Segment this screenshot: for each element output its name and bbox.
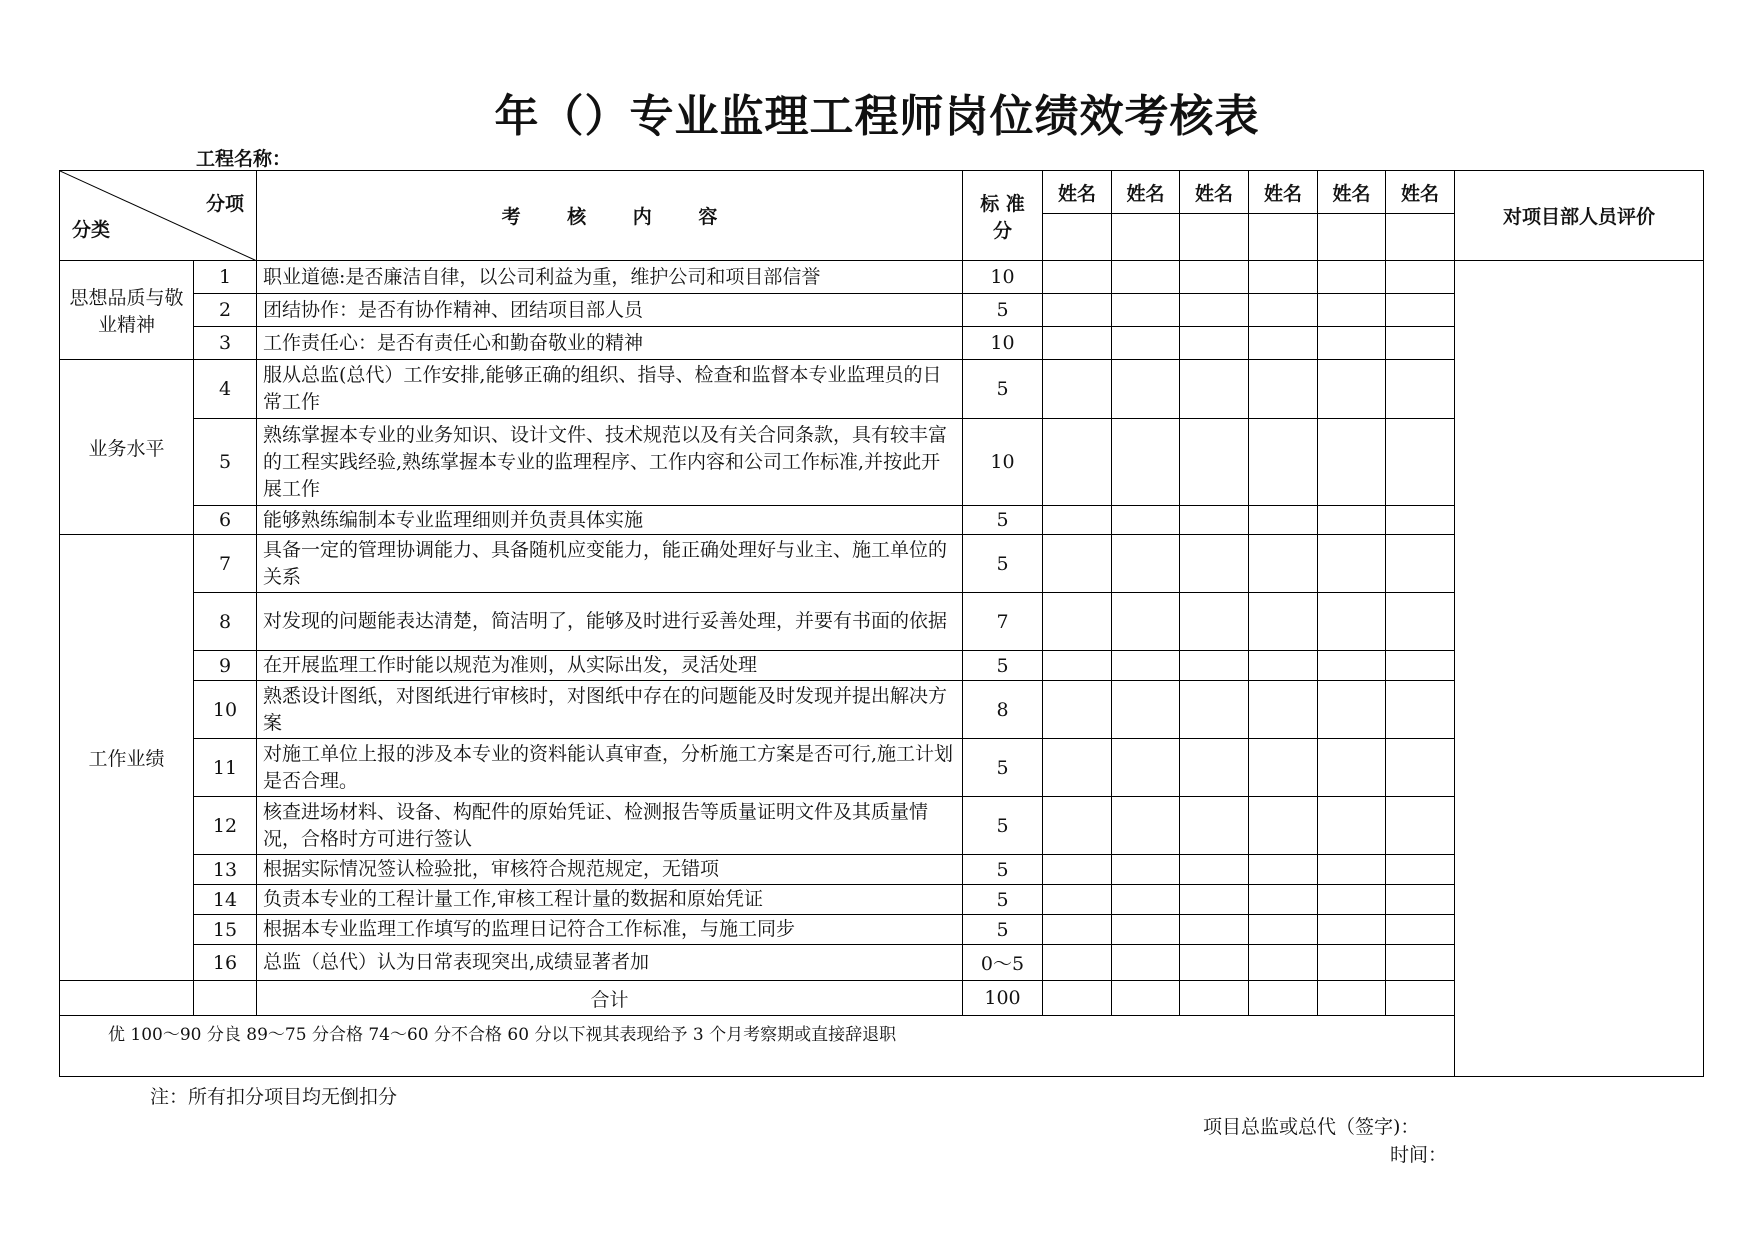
score-cell[interactable]: [1043, 593, 1112, 651]
score-cell[interactable]: [1112, 739, 1180, 797]
row-content: 工作责任心：是否有责任心和勤奋敬业的精神: [257, 327, 963, 360]
total-cell[interactable]: [1386, 981, 1455, 1016]
score-cell[interactable]: [1318, 261, 1386, 294]
score-cell[interactable]: [1043, 419, 1112, 506]
content-header: 考 核 内 容: [257, 171, 963, 261]
category-cell: 业务水平: [60, 360, 194, 535]
row-score: 5: [963, 651, 1043, 681]
score-cell[interactable]: [1249, 419, 1318, 506]
score-cell[interactable]: [1318, 294, 1386, 327]
row-number: 13: [194, 855, 257, 885]
total-cell[interactable]: [1112, 981, 1180, 1016]
score-cell[interactable]: [1386, 593, 1455, 651]
row-content: 负责本专业的工程计量工作,审核工程计量的数据和原始凭证: [257, 885, 963, 915]
row-number: 5: [194, 419, 257, 506]
evaluation-cell[interactable]: [1455, 261, 1704, 1077]
score-cell[interactable]: [1180, 261, 1249, 294]
score-cell[interactable]: [1386, 506, 1455, 535]
total-cell[interactable]: [1318, 981, 1386, 1016]
row-content: 对施工单位上报的涉及本专业的资料能认真审查，分析施工方案是否可行,施工计划是否合理。: [257, 739, 963, 797]
score-cell[interactable]: [1318, 506, 1386, 535]
row-score: 7: [963, 593, 1043, 651]
name-header: 姓名: [1043, 171, 1112, 214]
score-cell[interactable]: [1112, 915, 1180, 945]
score-cell[interactable]: [1112, 651, 1180, 681]
score-cell[interactable]: [1318, 681, 1386, 739]
row-number: 4: [194, 360, 257, 419]
score-cell[interactable]: [1386, 294, 1455, 327]
row-content: 总监（总代）认为日常表现突出,成绩显著者加: [257, 945, 963, 981]
total-score: 100: [963, 981, 1043, 1016]
name-input-cell[interactable]: [1180, 214, 1249, 261]
score-cell[interactable]: [1043, 651, 1112, 681]
score-cell[interactable]: [1180, 797, 1249, 855]
score-cell[interactable]: [1249, 535, 1318, 593]
score-cell[interactable]: [1386, 739, 1455, 797]
page-title: 年（）专业监理工程师岗位绩效考核表: [494, 91, 1260, 142]
row-content: 核查进场材料、设备、构配件的原始凭证、检测报告等质量证明文件及其质量情况，合格时方可进行签认: [257, 797, 963, 855]
row-number: 15: [194, 915, 257, 945]
row-number: 14: [194, 885, 257, 915]
score-cell[interactable]: [1386, 261, 1455, 294]
score-cell[interactable]: [1112, 885, 1180, 915]
row-content: 根据实际情况签认检验批，审核符合规范规定，无错项: [257, 855, 963, 885]
empty-cell: [60, 981, 194, 1016]
score-cell[interactable]: [1386, 651, 1455, 681]
name-header: 姓名: [1318, 171, 1386, 214]
row-content: 团结协作：是否有协作精神、团结项目部人员: [257, 294, 963, 327]
row-number: 16: [194, 945, 257, 981]
score-cell[interactable]: [1112, 855, 1180, 885]
score-cell[interactable]: [1180, 855, 1249, 885]
name-header: 姓名: [1386, 171, 1455, 214]
row-content: 具备一定的管理协调能力、具备随机应变能力，能正确处理好与业主、施工单位的关系: [257, 535, 963, 593]
score-cell[interactable]: [1318, 915, 1386, 945]
score-cell[interactable]: [1180, 327, 1249, 360]
category-cell: 思想品质与敬业精神: [60, 261, 194, 360]
deduction-note: 注：所有扣分项目均无倒扣分: [150, 1086, 398, 1108]
score-cell[interactable]: [1043, 681, 1112, 739]
score-cell[interactable]: [1112, 506, 1180, 535]
score-cell[interactable]: [1386, 419, 1455, 506]
name-header: 姓名: [1180, 171, 1249, 214]
score-cell[interactable]: [1180, 360, 1249, 419]
row-content: 熟练掌握本专业的业务知识、设计文件、技术规范以及有关合同条款，具有较丰富的工程实践经验,熟练掌握本专业的监理程序、工作内容和公司工作标准,并按此开展工作: [257, 419, 963, 506]
score-cell[interactable]: [1249, 885, 1318, 915]
score-cell[interactable]: [1318, 593, 1386, 651]
score-cell[interactable]: [1043, 294, 1112, 327]
score-cell[interactable]: [1249, 327, 1318, 360]
row-score: 5: [963, 360, 1043, 419]
row-number: 3: [194, 327, 257, 360]
score-cell[interactable]: [1112, 327, 1180, 360]
score-cell[interactable]: [1180, 419, 1249, 506]
row-content: 熟悉设计图纸，对图纸进行审核时，对图纸中存在的问题能及时发现并提出解决方案: [257, 681, 963, 739]
score-cell[interactable]: [1180, 506, 1249, 535]
score-cell[interactable]: [1180, 945, 1249, 981]
evaluation-header: 对项目部人员评价: [1455, 171, 1704, 261]
score-cell[interactable]: [1180, 885, 1249, 915]
row-number: 10: [194, 681, 257, 739]
score-cell[interactable]: [1043, 797, 1112, 855]
row-score: 0～5: [963, 945, 1043, 981]
row-number: 7: [194, 535, 257, 593]
row-score: 5: [963, 915, 1043, 945]
score-cell[interactable]: [1386, 360, 1455, 419]
score-cell[interactable]: [1112, 945, 1180, 981]
score-cell[interactable]: [1112, 294, 1180, 327]
standard-score-header: 标 准 分: [963, 171, 1043, 261]
row-number: 2: [194, 294, 257, 327]
row-score: 10: [963, 261, 1043, 294]
score-cell[interactable]: [1318, 419, 1386, 506]
score-cell[interactable]: [1318, 651, 1386, 681]
score-cell[interactable]: [1180, 681, 1249, 739]
row-score: 5: [963, 855, 1043, 885]
header-row: [60, 171, 1704, 214]
row-score: 10: [963, 327, 1043, 360]
score-cell[interactable]: [1249, 945, 1318, 981]
total-label: 合计: [257, 981, 963, 1016]
score-cell[interactable]: [1386, 855, 1455, 885]
score-cell[interactable]: [1249, 261, 1318, 294]
score-cell[interactable]: [1318, 885, 1386, 915]
score-cell[interactable]: [1249, 360, 1318, 419]
score-cell[interactable]: [1386, 797, 1455, 855]
row-score: 5: [963, 506, 1043, 535]
score-cell[interactable]: [1043, 739, 1112, 797]
row-content: 对发现的问题能表达清楚，简洁明了，能够及时进行妥善处理，并要有书面的依据: [257, 593, 963, 651]
score-cell[interactable]: [1249, 681, 1318, 739]
row-content: 根据本专业监理工作填写的监理日记符合工作标准，与施工同步: [257, 915, 963, 945]
score-cell[interactable]: [1318, 535, 1386, 593]
row-number: 9: [194, 651, 257, 681]
score-cell[interactable]: [1386, 535, 1455, 593]
score-cell[interactable]: [1043, 535, 1112, 593]
name-input-cell[interactable]: [1043, 214, 1112, 261]
row-content: 能够熟练编制本专业监理细则并负责具体实施: [257, 506, 963, 535]
score-cell[interactable]: [1318, 945, 1386, 981]
item-header: 分项: [205, 193, 244, 215]
score-cell[interactable]: [1386, 915, 1455, 945]
row-number: 12: [194, 797, 257, 855]
score-cell[interactable]: [1043, 915, 1112, 945]
score-cell[interactable]: [1112, 360, 1180, 419]
score-cell[interactable]: [1318, 855, 1386, 885]
score-cell[interactable]: [1249, 593, 1318, 651]
score-cell[interactable]: [1180, 535, 1249, 593]
score-cell[interactable]: [1249, 651, 1318, 681]
score-cell[interactable]: [1043, 261, 1112, 294]
score-cell[interactable]: [1043, 360, 1112, 419]
score-cell[interactable]: [1043, 506, 1112, 535]
score-cell[interactable]: [1043, 327, 1112, 360]
diagonal-header-cell: [60, 171, 257, 261]
row-score: 10: [963, 419, 1043, 506]
row-number: 1: [194, 261, 257, 294]
row-content: 在开展监理工作时能以规范为准则，从实际出发，灵活处理: [257, 651, 963, 681]
row-score: 5: [963, 885, 1043, 915]
row-number: 6: [194, 506, 257, 535]
score-cell[interactable]: [1112, 261, 1180, 294]
row-score: 5: [963, 535, 1043, 593]
total-cell[interactable]: [1180, 981, 1249, 1016]
row-score: 5: [963, 739, 1043, 797]
score-cell[interactable]: [1249, 294, 1318, 327]
score-cell[interactable]: [1180, 739, 1249, 797]
score-cell[interactable]: [1318, 739, 1386, 797]
time-label: 时间：: [1390, 1144, 1448, 1166]
score-cell[interactable]: [1386, 945, 1455, 981]
score-cell[interactable]: [1180, 593, 1249, 651]
score-cell[interactable]: [1249, 855, 1318, 885]
score-cell[interactable]: [1112, 419, 1180, 506]
signature-label: 项目总监或总代（签字)：: [1203, 1116, 1420, 1138]
score-cell[interactable]: [1386, 885, 1455, 915]
grading-legend-row: [60, 1016, 1704, 1077]
score-cell[interactable]: [1180, 294, 1249, 327]
name-input-cell[interactable]: [1318, 214, 1386, 261]
score-cell[interactable]: [1112, 593, 1180, 651]
score-cell[interactable]: [1386, 681, 1455, 739]
row-score: 5: [963, 294, 1043, 327]
score-cell[interactable]: [1249, 506, 1318, 535]
score-cell[interactable]: [1112, 535, 1180, 593]
score-cell[interactable]: [1043, 885, 1112, 915]
score-cell[interactable]: [1043, 945, 1112, 981]
score-cell[interactable]: [1249, 739, 1318, 797]
row-number: 8: [194, 593, 257, 651]
category-header: 分类: [72, 219, 111, 241]
row-content: 服从总监(总代）工作安排,能够正确的组织、指导、检查和监督本专业监理员的日常工作: [257, 360, 963, 419]
score-cell[interactable]: [1043, 855, 1112, 885]
category-cell: 工作业绩: [60, 535, 194, 981]
score-cell[interactable]: [1318, 797, 1386, 855]
name-header: 姓名: [1249, 171, 1318, 214]
row-number: 11: [194, 739, 257, 797]
row-score: 8: [963, 681, 1043, 739]
empty-cell: [194, 981, 257, 1016]
name-header: 姓名: [1112, 171, 1180, 214]
table-row: [60, 261, 1704, 294]
evaluation-table: [59, 170, 1704, 1077]
name-input-cell[interactable]: [1386, 214, 1455, 261]
score-cell[interactable]: [1249, 797, 1318, 855]
name-input-cell[interactable]: [1112, 214, 1180, 261]
score-cell[interactable]: [1318, 360, 1386, 419]
score-cell[interactable]: [1112, 797, 1180, 855]
score-cell[interactable]: [1386, 327, 1455, 360]
score-cell[interactable]: [1112, 681, 1180, 739]
row-content: 职业道德:是否廉洁自律，以公司利益为重，维护公司和项目部信誉: [257, 261, 963, 294]
score-cell[interactable]: [1180, 651, 1249, 681]
score-cell[interactable]: [1180, 915, 1249, 945]
project-name-label: 工程名称：: [196, 148, 292, 170]
total-cell[interactable]: [1249, 981, 1318, 1016]
total-cell[interactable]: [1043, 981, 1112, 1016]
score-cell[interactable]: [1318, 327, 1386, 360]
name-input-cell[interactable]: [1249, 214, 1318, 261]
grading-legend: 优 100～90 分良 89～75 分合格 74～60 分不合格 60 分以下视其表现给予 3 个月考察期或直接辞退职: [60, 1016, 1704, 1077]
score-cell[interactable]: [1249, 915, 1318, 945]
row-score: 5: [963, 797, 1043, 855]
